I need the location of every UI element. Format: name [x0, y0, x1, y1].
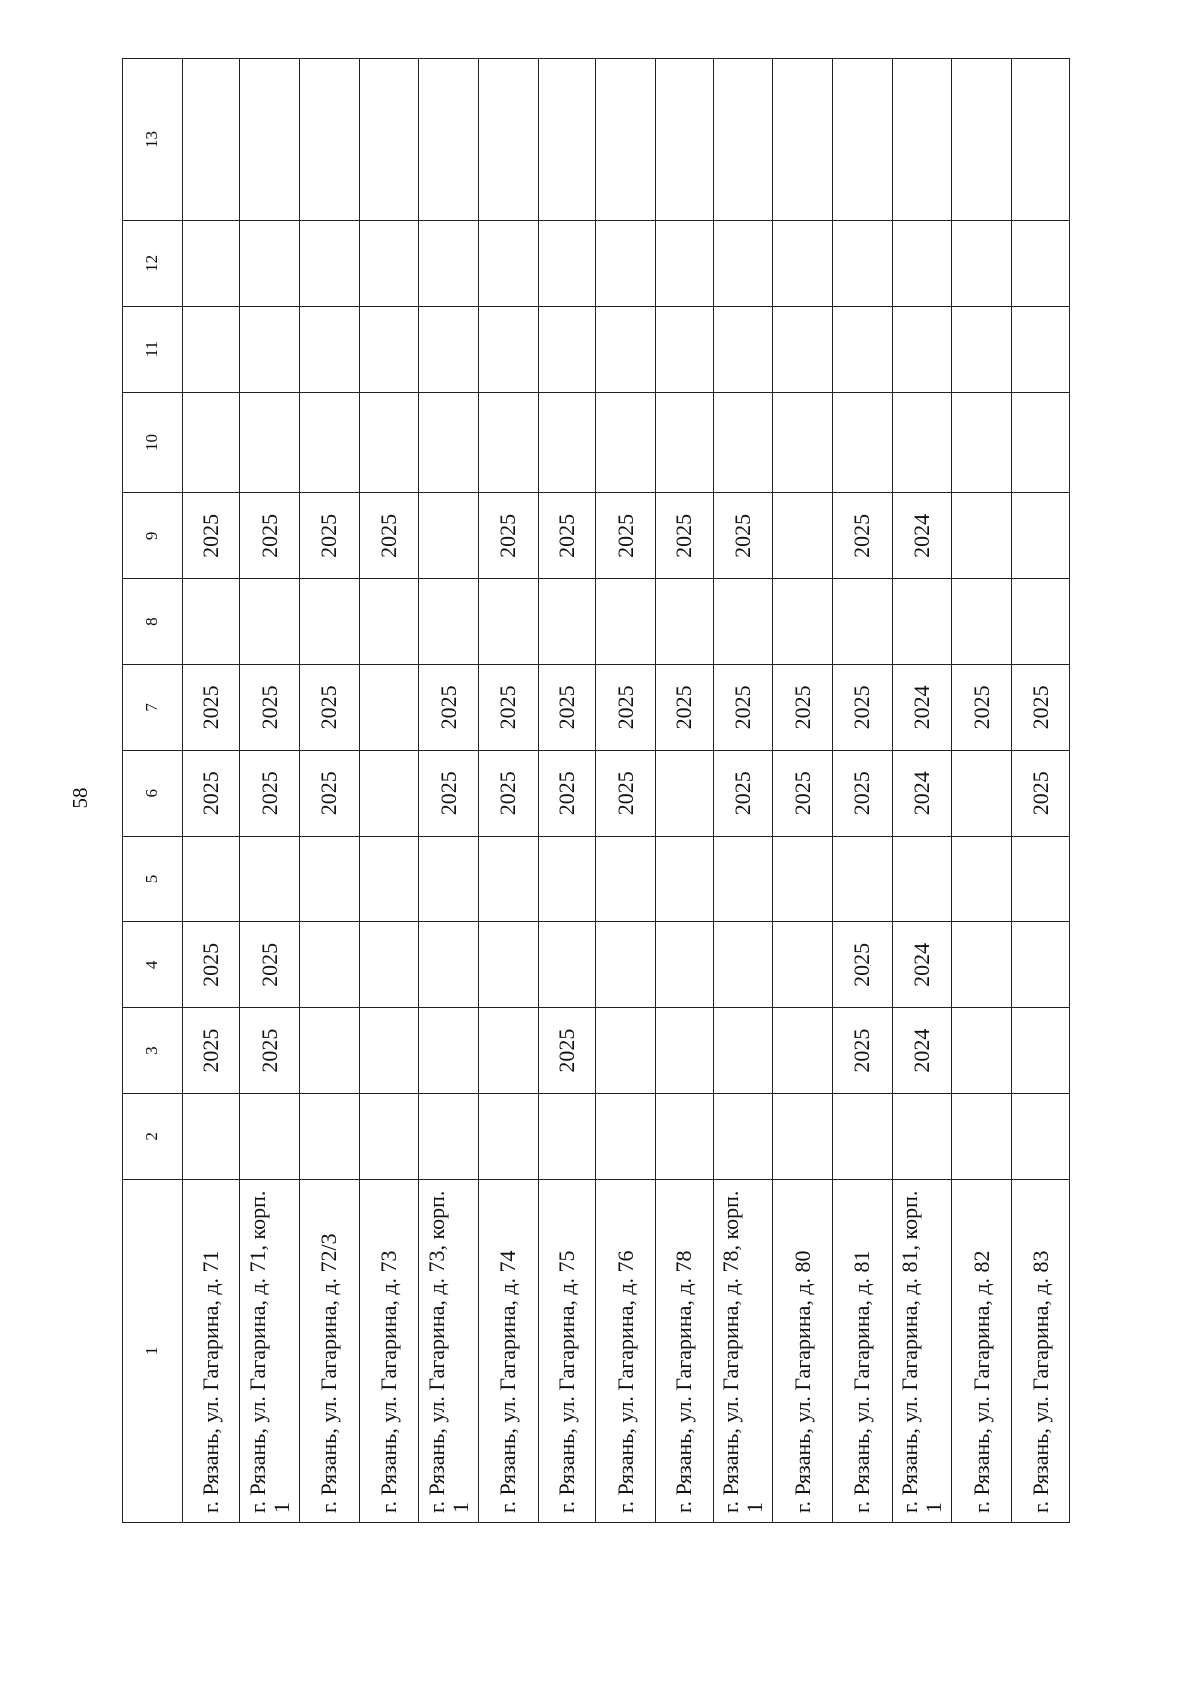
year-cell: 2025: [182, 922, 240, 1008]
year-cell: [952, 493, 1012, 579]
year-cell: [419, 493, 479, 579]
year-cell: [419, 306, 479, 392]
year-cell: [713, 579, 773, 665]
year-cell: [240, 221, 300, 307]
address-cell: г. Рязань, ул. Гагарина, д. 78: [656, 1179, 714, 1522]
year-cell: [656, 306, 714, 392]
year-cell: [1012, 1094, 1070, 1180]
year-cell: [240, 579, 300, 665]
year-cell: [713, 922, 773, 1008]
year-cell: [419, 221, 479, 307]
year-cell: [892, 392, 952, 493]
year-cell: [1012, 836, 1070, 922]
year-cell: [538, 306, 596, 392]
address-cell: г. Рязань, ул. Гагарина, д. 73, корп. 1: [419, 1179, 479, 1522]
year-cell: [240, 392, 300, 493]
table-row: [182, 59, 240, 1523]
year-cell: [182, 579, 240, 665]
column-header: 6: [123, 750, 183, 836]
year-cell: [596, 579, 656, 665]
column-header: 12: [123, 221, 183, 307]
year-cell: [182, 306, 240, 392]
year-cell: [240, 59, 300, 221]
column-header: 5: [123, 836, 183, 922]
header-row: [123, 59, 183, 1523]
year-cell: [359, 1094, 419, 1180]
year-cell: [479, 1008, 539, 1094]
year-cell: [952, 922, 1012, 1008]
year-cell: [656, 392, 714, 493]
year-cell: [538, 221, 596, 307]
year-cell: [833, 221, 893, 307]
year-cell: [773, 392, 833, 493]
year-cell: [656, 922, 714, 1008]
year-cell: [952, 579, 1012, 665]
year-cell: [1012, 59, 1070, 221]
year-cell: [713, 1094, 773, 1180]
year-cell: [952, 1008, 1012, 1094]
year-cell: 2025: [596, 750, 656, 836]
year-cell: 2025: [538, 493, 596, 579]
year-cell: 2025: [833, 1008, 893, 1094]
address-cell: г. Рязань, ул. Гагарина, д. 81: [833, 1179, 893, 1522]
year-cell: [1012, 221, 1070, 307]
table-row: [479, 59, 539, 1523]
address-cell: г. Рязань, ул. Гагарина, д. 76: [596, 1179, 656, 1522]
year-cell: [240, 1094, 300, 1180]
year-cell: [1012, 579, 1070, 665]
year-cell: 2025: [656, 493, 714, 579]
column-header: 3: [123, 1008, 183, 1094]
year-cell: [773, 221, 833, 307]
year-cell: [182, 1094, 240, 1180]
year-cell: [182, 221, 240, 307]
year-cell: 2025: [833, 922, 893, 1008]
year-cell: 2025: [240, 493, 300, 579]
year-cell: 2025: [833, 493, 893, 579]
year-cell: [773, 1008, 833, 1094]
year-cell: [952, 1094, 1012, 1180]
table-row: [359, 59, 419, 1523]
column-header: 8: [123, 579, 183, 665]
year-cell: [892, 1094, 952, 1180]
year-cell: 2025: [240, 750, 300, 836]
year-cell: [656, 750, 714, 836]
address-cell: г. Рязань, ул. Гагарина, д. 80: [773, 1179, 833, 1522]
year-cell: 2025: [419, 665, 479, 751]
year-cell: [240, 306, 300, 392]
year-cell: [182, 59, 240, 221]
year-cell: 2025: [182, 750, 240, 836]
year-cell: 2024: [892, 922, 952, 1008]
year-cell: [596, 392, 656, 493]
year-cell: [833, 306, 893, 392]
table-row: [538, 59, 596, 1523]
year-cell: [713, 836, 773, 922]
year-cell: [713, 221, 773, 307]
year-cell: [713, 59, 773, 221]
year-cell: [833, 836, 893, 922]
year-cell: [359, 922, 419, 1008]
year-cell: 2024: [892, 1008, 952, 1094]
table-row: [419, 59, 479, 1523]
address-cell: г. Рязань, ул. Гагарина, д. 75: [538, 1179, 596, 1522]
year-cell: [952, 392, 1012, 493]
year-cell: 2025: [713, 750, 773, 836]
address-cell: г. Рязань, ул. Гагарина, д. 78, корп. 1: [713, 1179, 773, 1522]
year-cell: [892, 836, 952, 922]
column-header: 13: [123, 59, 183, 221]
year-cell: [952, 59, 1012, 221]
year-cell: [656, 1008, 714, 1094]
year-cell: [656, 221, 714, 307]
year-cell: [596, 1094, 656, 1180]
year-cell: [300, 922, 360, 1008]
column-header: 9: [123, 493, 183, 579]
address-cell: г. Рязань, ул. Гагарина, д. 73: [359, 1179, 419, 1522]
column-header: 1: [123, 1179, 183, 1522]
year-cell: [713, 1008, 773, 1094]
year-cell: [479, 306, 539, 392]
year-cell: [479, 392, 539, 493]
year-cell: 2025: [538, 665, 596, 751]
year-cell: [892, 221, 952, 307]
rotated-table-sheet: [122, 58, 1070, 1523]
year-cell: 2025: [833, 750, 893, 836]
year-cell: [713, 392, 773, 493]
repair-schedule-table: [122, 58, 1070, 1523]
year-cell: 2024: [892, 493, 952, 579]
year-cell: [596, 1008, 656, 1094]
year-cell: [596, 922, 656, 1008]
table-row: [300, 59, 360, 1523]
year-cell: [359, 59, 419, 221]
year-cell: [359, 665, 419, 751]
year-cell: [300, 1094, 360, 1180]
year-cell: 2025: [182, 665, 240, 751]
year-cell: 2025: [300, 493, 360, 579]
year-cell: 2025: [479, 750, 539, 836]
year-cell: [656, 579, 714, 665]
address-cell: г. Рязань, ул. Гагарина, д. 81, корп. 1: [892, 1179, 952, 1522]
table-row: [773, 59, 833, 1523]
column-header: 2: [123, 1094, 183, 1180]
year-cell: 2025: [656, 665, 714, 751]
column-header: 10: [123, 392, 183, 493]
year-cell: [952, 750, 1012, 836]
year-cell: [419, 392, 479, 493]
year-cell: 2025: [479, 665, 539, 751]
table-row: [240, 59, 300, 1523]
year-cell: [538, 579, 596, 665]
year-cell: 2025: [182, 1008, 240, 1094]
address-cell: г. Рязань, ул. Гагарина, д. 82: [952, 1179, 1012, 1522]
year-cell: [1012, 306, 1070, 392]
year-cell: [892, 306, 952, 392]
year-cell: [773, 1094, 833, 1180]
table-row: [656, 59, 714, 1523]
year-cell: 2025: [538, 750, 596, 836]
year-cell: [952, 836, 1012, 922]
table-row: [1012, 59, 1070, 1523]
year-cell: [419, 1008, 479, 1094]
year-cell: [656, 1094, 714, 1180]
year-cell: [596, 306, 656, 392]
year-cell: [300, 221, 360, 307]
year-cell: [479, 836, 539, 922]
year-cell: [538, 836, 596, 922]
year-cell: 2025: [773, 665, 833, 751]
year-cell: 2025: [596, 493, 656, 579]
year-cell: [596, 836, 656, 922]
table-row: [833, 59, 893, 1523]
year-cell: [300, 1008, 360, 1094]
year-cell: [952, 306, 1012, 392]
address-cell: г. Рязань, ул. Гагарина, д. 83: [1012, 1179, 1070, 1522]
page-number: 58: [68, 787, 92, 809]
address-cell: г. Рязань, ул. Гагарина, д. 71, корп. 1: [240, 1179, 300, 1522]
year-cell: [773, 922, 833, 1008]
year-cell: [182, 836, 240, 922]
year-cell: 2025: [240, 922, 300, 1008]
year-cell: [773, 59, 833, 221]
year-cell: 2025: [300, 750, 360, 836]
year-cell: [479, 922, 539, 1008]
year-cell: [359, 836, 419, 922]
year-cell: [419, 59, 479, 221]
year-cell: 2025: [713, 493, 773, 579]
table-row: [596, 59, 656, 1523]
year-cell: 2025: [182, 493, 240, 579]
year-cell: [479, 59, 539, 221]
year-cell: [479, 221, 539, 307]
year-cell: [300, 59, 360, 221]
year-cell: 2025: [596, 665, 656, 751]
table-row: [952, 59, 1012, 1523]
year-cell: [419, 836, 479, 922]
year-cell: 2025: [773, 750, 833, 836]
year-cell: [833, 1094, 893, 1180]
year-cell: [300, 392, 360, 493]
year-cell: 2025: [1012, 750, 1070, 836]
table-row: [713, 59, 773, 1523]
year-cell: [952, 221, 1012, 307]
year-cell: [419, 922, 479, 1008]
year-cell: 2025: [952, 665, 1012, 751]
year-cell: 2025: [1012, 665, 1070, 751]
year-cell: [773, 836, 833, 922]
year-cell: [359, 750, 419, 836]
year-cell: [419, 1094, 479, 1180]
year-cell: 2025: [359, 493, 419, 579]
year-cell: 2024: [892, 750, 952, 836]
year-cell: [773, 493, 833, 579]
year-cell: [479, 579, 539, 665]
column-header: 11: [123, 306, 183, 392]
year-cell: [359, 1008, 419, 1094]
year-cell: [359, 392, 419, 493]
table-row: [892, 59, 952, 1523]
year-cell: [773, 579, 833, 665]
year-cell: [833, 59, 893, 221]
year-cell: [300, 306, 360, 392]
year-cell: 2025: [240, 1008, 300, 1094]
year-cell: [300, 579, 360, 665]
year-cell: [1012, 392, 1070, 493]
year-cell: 2025: [479, 493, 539, 579]
year-cell: 2025: [240, 665, 300, 751]
year-cell: [596, 59, 656, 221]
year-cell: [892, 59, 952, 221]
year-cell: [773, 306, 833, 392]
address-cell: г. Рязань, ул. Гагарина, д. 72/3: [300, 1179, 360, 1522]
year-cell: [538, 922, 596, 1008]
address-cell: г. Рязань, ул. Гагарина, д. 71: [182, 1179, 240, 1522]
year-cell: [892, 579, 952, 665]
year-cell: [300, 836, 360, 922]
year-cell: 2025: [419, 750, 479, 836]
year-cell: [1012, 493, 1070, 579]
year-cell: [596, 221, 656, 307]
year-cell: 2025: [833, 665, 893, 751]
year-cell: 2025: [713, 665, 773, 751]
year-cell: [656, 59, 714, 221]
year-cell: [419, 579, 479, 665]
year-cell: [1012, 1008, 1070, 1094]
year-cell: [1012, 922, 1070, 1008]
year-cell: [182, 392, 240, 493]
year-cell: [359, 579, 419, 665]
year-cell: [538, 59, 596, 221]
year-cell: 2025: [300, 665, 360, 751]
year-cell: [240, 836, 300, 922]
year-cell: [538, 1094, 596, 1180]
year-cell: [656, 836, 714, 922]
year-cell: [359, 221, 419, 307]
column-header: 7: [123, 665, 183, 751]
year-cell: 2025: [538, 1008, 596, 1094]
year-cell: [538, 392, 596, 493]
address-cell: г. Рязань, ул. Гагарина, д. 74: [479, 1179, 539, 1522]
year-cell: [833, 392, 893, 493]
column-header: 4: [123, 922, 183, 1008]
year-cell: [359, 306, 419, 392]
year-cell: [713, 306, 773, 392]
year-cell: [833, 579, 893, 665]
year-cell: [479, 1094, 539, 1180]
year-cell: 2024: [892, 665, 952, 751]
